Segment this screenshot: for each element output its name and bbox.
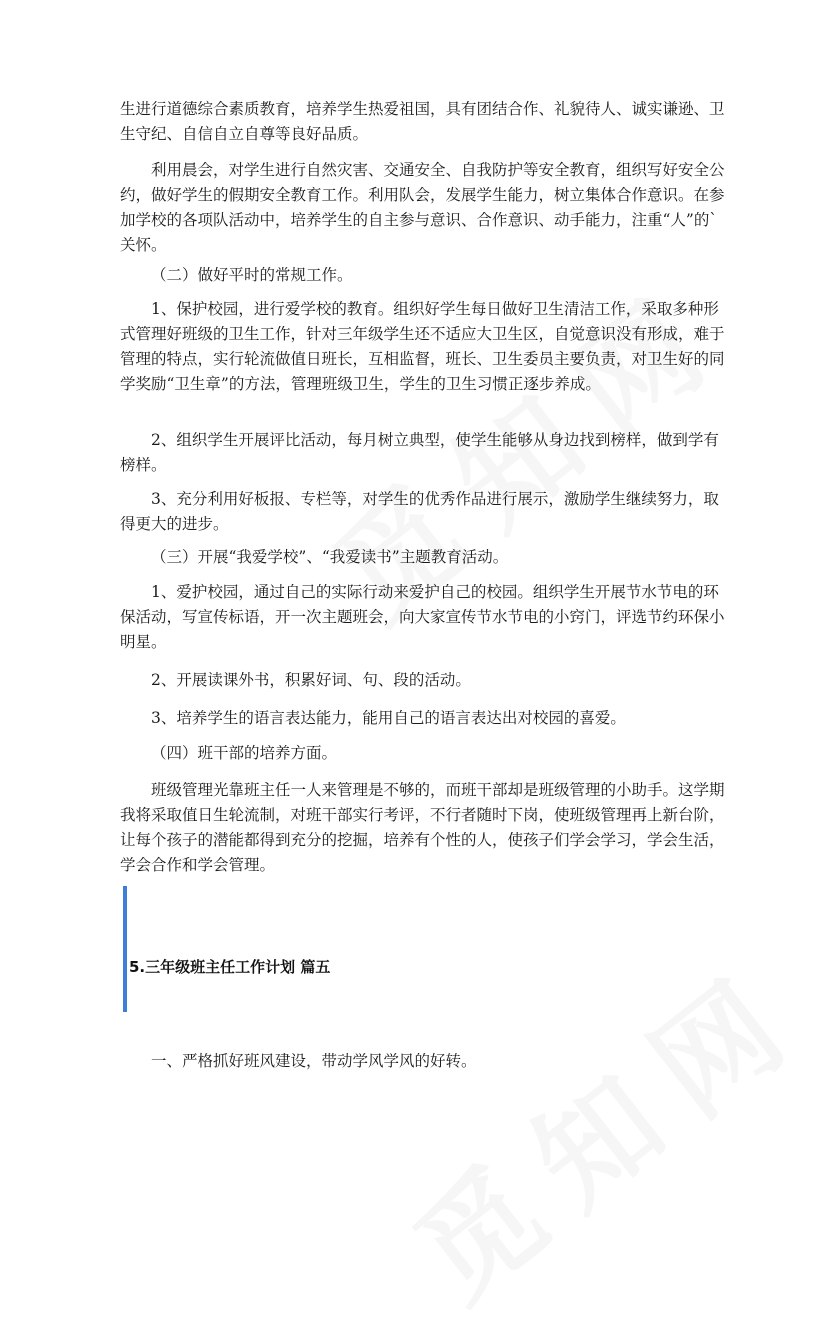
paragraph: 利用晨会，对学生进行自然灾害、交通安全、自我防护等安全教育，组织写好安全公约，做好学生的假期安全教育工作。利用队会，发展学生能力，树立集体合作意识。在参加学校的各项队活动中，培养学生的自主参与意识、合作意识、动手能力，注重“人”的`关怀。 (120, 161, 725, 254)
paragraph: 3、培养学生的语言表达能力，能用自己的语言表达出对校园的喜爱。 (151, 709, 626, 727)
paragraph: 2、开展读课外书，积累好词、句、段的活动。 (151, 671, 471, 689)
paragraph: 班级管理光靠班主任一人来管理是不够的，而班干部却是班级管理的小助手。这学期我将采取值日生轮流制，对班干部实行考评，不行者随时下岗，使班级管理再上新台阶，让每个孩子的潜能都得到充分的挖掘，培养有个性的人，使孩子们学会学习，学会生活，学会合作和学会管理。 (120, 781, 725, 874)
accent-bar (123, 886, 127, 1012)
section-heading: 5.三年级班主任工作计划 篇五 (129, 958, 331, 976)
subheading: （四）班干部的培养方面。 (151, 744, 338, 762)
paragraph: 一、严格抓好班风建设，带动学风学风的好转。 (151, 1052, 477, 1070)
subheading: （三）开展“我爱学校”、“我爱读书”主题教育活动。 (151, 548, 509, 566)
paragraph: 1、爱护校园，通过自己的实际行动来爱护自己的校园。组织学生开展节水节电的环保活动，写宣传标语，开一次主题班会，向大家宣传节水节电的小窍门，评选节约环保小明星。 (120, 583, 725, 651)
paragraph: 3、充分利用好板报、专栏等，对学生的优秀作品进行展示，激励学生继续努力，取得更大的进步。 (120, 490, 719, 533)
section-heading-block (123, 886, 723, 1012)
paragraph: 2、组织学生开展评比活动，每月树立典型，使学生能够从身边找到榜样，做到学有榜样。 (120, 431, 719, 474)
subheading: （二）做好平时的常规工作。 (151, 266, 353, 284)
paragraph: 生进行道德综合素质教育，培养学生热爱祖国，具有团结合作、礼貌待人、诚实谦逊、卫生守纪、自信自立自尊等良好品质。 (120, 100, 725, 143)
paragraph: 1、保护校园，进行爱学校的教育。组织好学生每日做好卫生清洁工作，采取多种形式管理好班级的卫生工作，针对三年级学生还不适应大卫生区，自觉意识没有形成，难于管理的特点，实行轮流做值日班长，互相监督，班长、卫生委员主要负责，对卫生好的同学奖励“卫生章”的方法，管理班级卫生，学生的卫生习惯正逐步养成。 (120, 300, 725, 393)
